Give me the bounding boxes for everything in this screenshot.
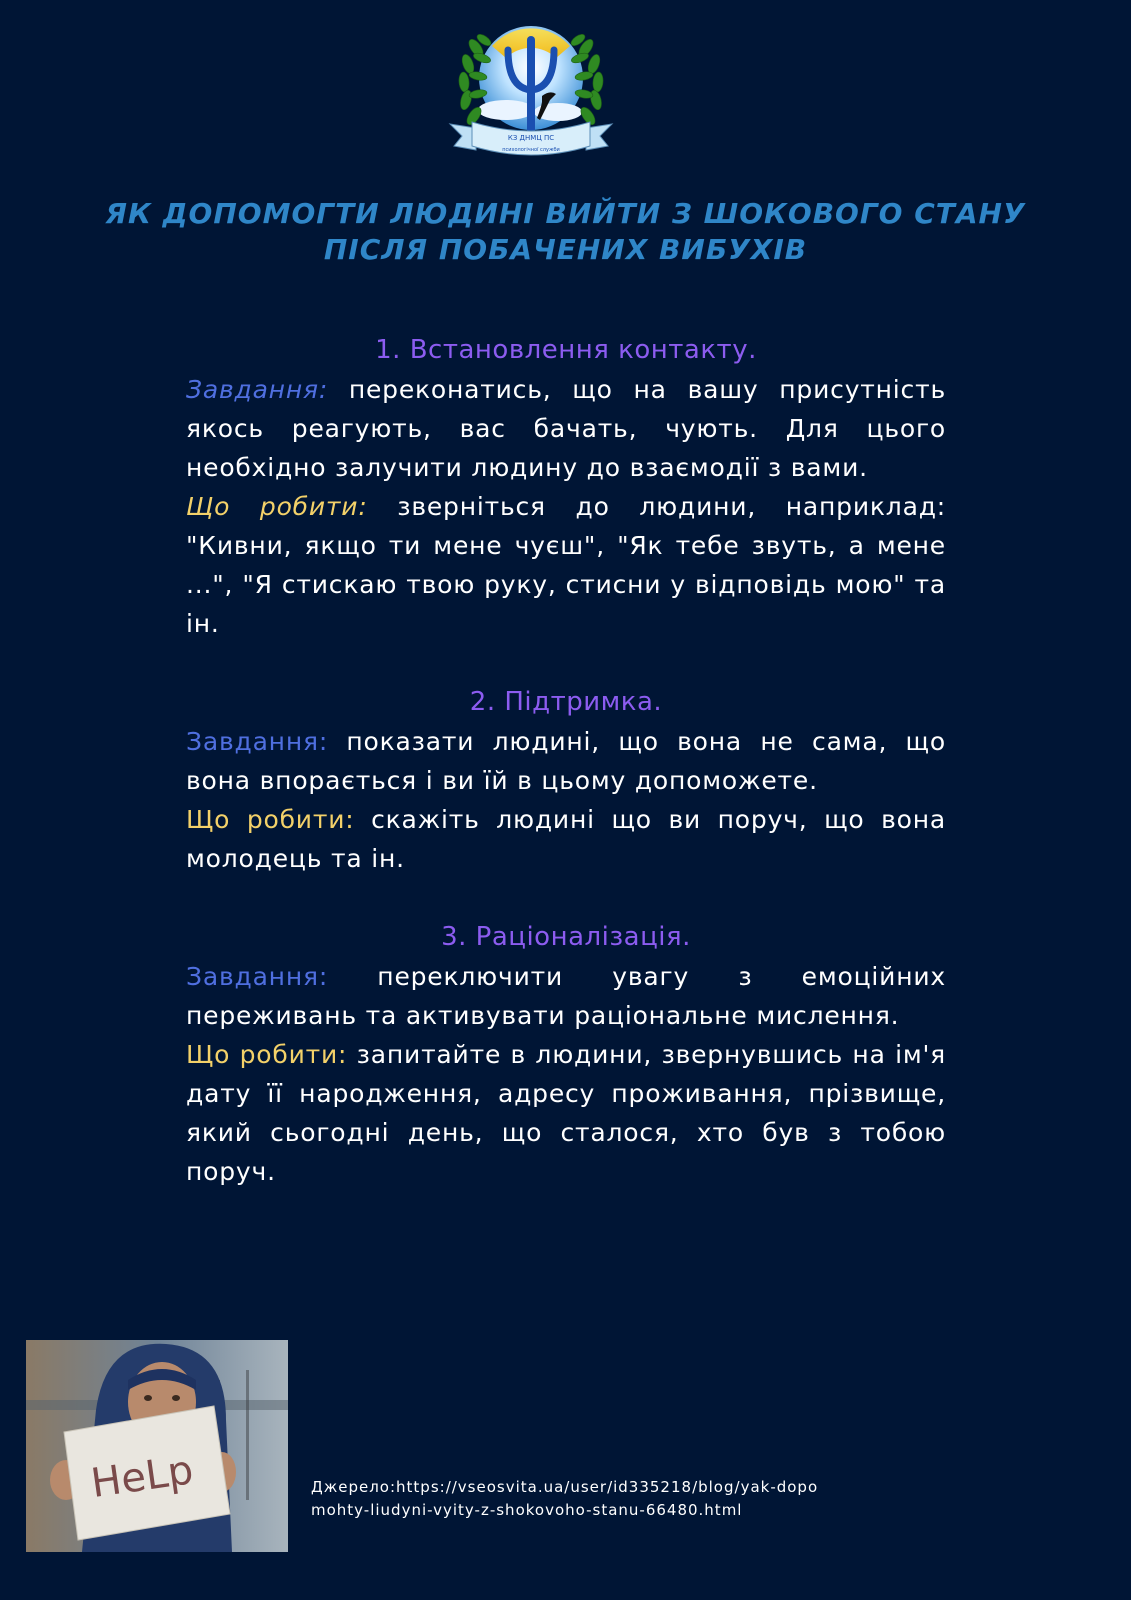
page-title	[100, 196, 1031, 268]
page-title-line-2: ПІСЛЯ ПОБАЧЕНИХ ВИБУХІВ	[323, 233, 808, 266]
section-heading: 3. Раціоналізація.	[441, 922, 691, 952]
task-label: Завдання:	[186, 727, 329, 756]
todo-label: Що робити:	[186, 1040, 348, 1069]
todo-paragraph	[186, 800, 946, 878]
section-heading: 2. Підтримка.	[469, 687, 663, 717]
task-text: показати людині, що вона не сама, що вона впорається і ви їй в цьому допоможете.	[186, 727, 946, 795]
section-rationalization	[186, 917, 946, 1191]
section-support	[186, 682, 946, 878]
logo-banner-subtext: психологічної служби	[502, 147, 560, 153]
todo-label: Що робити:	[186, 805, 355, 834]
task-paragraph	[186, 722, 946, 800]
task-text: переконатись, що на вашу присутність якось реагують, вас бачать, чують. Для цього необхідно залучити людину до взаємодії з вами.	[186, 375, 946, 482]
task-label: Завдання:	[186, 962, 329, 991]
task-paragraph	[186, 957, 946, 1035]
source-citation: Джерело:https://vseosvita.ua/user/id335218/blog/yak-dopomohty-liudyni-vyity-z-shokovoho-stanu-66480.html	[311, 1478, 819, 1519]
section-heading: 1. Встановлення контакту.	[375, 335, 757, 365]
todo-text: запитайте в людини, звернувшись на ім'я дату її народження, адресу проживання, прізвище, який сьогодні день, що сталося, хто був з тобою поруч.	[186, 1040, 946, 1186]
todo-label: Що робити:	[186, 492, 368, 521]
section-contact	[186, 330, 946, 643]
task-label: Завдання:	[186, 375, 329, 404]
logo-banner-text: КЗ ДНМЦ ПС	[507, 134, 555, 142]
todo-text: зверніться до людини, наприклад: "Кивни, якщо ти мене чуєш", "Як тебе звуть, а мене ...", "Я стискаю твою руку, стисни у відповідь мою" та ін.	[186, 492, 946, 638]
help-sign-text: HeLp	[88, 1447, 197, 1508]
task-text: переключити увагу з емоційних переживань та активувати раціональне мислення.	[186, 962, 946, 1030]
task-paragraph	[186, 370, 946, 487]
todo-paragraph	[186, 1035, 946, 1191]
todo-text: скажіть людині що ви поруч, що вона молодець та ін.	[186, 805, 946, 873]
todo-paragraph	[186, 487, 946, 643]
logo-emblem	[446, 18, 616, 162]
article-content	[186, 330, 946, 1191]
page-title-line-1: ЯК ДОПОМОГТИ ЛЮДИНІ ВИЙТИ З ШОКОВОГО СТАНУ	[105, 197, 1026, 230]
help-sign-photo	[26, 1340, 288, 1552]
